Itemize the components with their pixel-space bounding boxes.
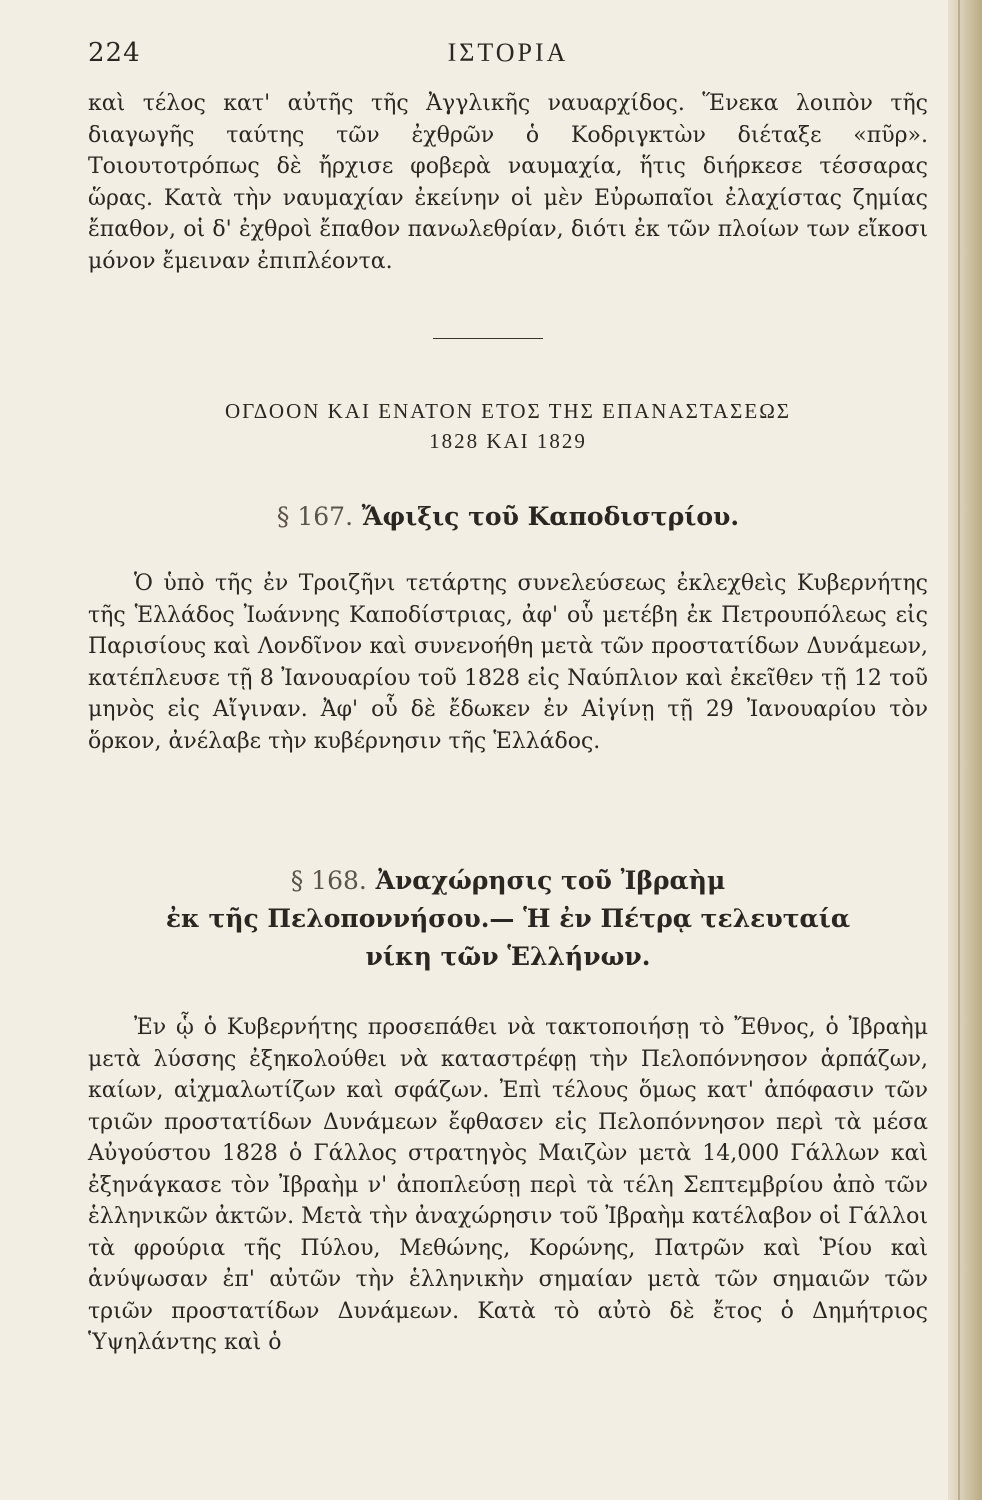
binding-shadow bbox=[958, 0, 960, 1500]
section-167-body: Ὁ ὑπὸ τῆς ἐν Τροιζῆνι τετάρτης συνελεύσεως ἐκλεχθεὶς Κυβερνήτης τῆς Ἑλλάδος Ἰωάννης Καποδίστριας, ἀφ' οὗ μετέβη ἐκ Πετρουπόλεως εἰς Παρισίους καὶ Λονδῖνον καὶ συνενοήθη μετὰ τῶν προστατίδων Δυνάμεων, κατέπλευσε τῇ 8 Ἰανουαρίου τοῦ 1828 εἰς Ναύπλιον καὶ ἐκεῖθεν τῇ 12 τοῦ μηνὸς εἰς Αἴγιναν. Ἀφ' οὗ δὲ ἔδωκεν ἐν Αἰγίνῃ τῇ 29 Ἰανουαρίου τὸν ὅρκον, ἀνέλαβε τὴν κυβέρνησιν τῆς Ἑλλάδος. bbox=[88, 571, 928, 754]
page-number: 224 bbox=[88, 38, 141, 68]
section-167-title: Ἄφιξις τοῦ Καποδιστρίου. bbox=[361, 502, 740, 531]
era-heading bbox=[88, 396, 928, 456]
era-heading-line1: ΟΓΔΟΟΝ ΚΑΙ ΕΝΑΤΟΝ ΕΤΟΣ ΤΗΣ ΕΠΑΝΑΣΤΑΣΕΩΣ bbox=[224, 399, 792, 423]
section-168-title-line3: νίκη τῶν Ἑλλήνων. bbox=[365, 942, 651, 971]
section-167-body-block bbox=[88, 568, 928, 757]
page-header bbox=[88, 38, 928, 74]
section-167-mark: § 167. bbox=[276, 502, 354, 531]
section-167-heading bbox=[88, 498, 928, 536]
section-168-heading bbox=[88, 862, 928, 976]
section-168-mark: § 168. bbox=[290, 866, 367, 895]
continuation-paragraph-block bbox=[88, 88, 928, 277]
section-168-body-block bbox=[88, 1012, 928, 1359]
continuation-paragraph: καὶ τέλος κατ' αὐτῆς τῆς Ἀγγλικῆς ναυαρχίδος. Ἕνεκα λοιπὸν τῆς διαγωγῆς ταύτης τῶν ἐχθρῶν ὁ Κοδριγκτὼν διέταξε «πῦρ». Τοιουτοτρόπως δὲ ἤρχισε φοβερὰ ναυμαχία, ἥτις διήρκεσε τέσσαρας ὥρας. Κατὰ τὴν ναυμαχίαν ἐκείνην οἱ μὲν Εὐρωπαῖοι ἐλαχίστας ζημίας ἔπαθον, οἱ δ' ἐχθροὶ ἔπαθον πανωλεθρίαν, διότι ἐκ τῶν πλοίων των εἴκοσι μόνον ἔμειναν ἐπιπλέοντα. bbox=[88, 91, 928, 274]
era-heading-line2: 1828 ΚΑΙ 1829 bbox=[429, 429, 587, 453]
section-168-body: Ἐν ᾧ ὁ Κυβερνήτης προσεπάθει νὰ τακτοποιήσῃ τὸ Ἔθνος, ὁ Ἰβραὴμ μετὰ λύσσης ἐξηκολούθει νὰ καταστρέφῃ τὴν Πελοπόννησον ἁρπάζων, καίων, αἰχμαλωτίζων καὶ σφάζων. Ἐπὶ τέλους ὅμως κατ' ἀπόφασιν τῶν τριῶν προστατίδων Δυνάμεων ἔφθασεν εἰς Πελοπόννησον περὶ τὰ μέσα Αὐγούστου 1828 ὁ Γάλλος στρατηγὸς Μαιζὼν μετὰ 14,000 Γάλλων καὶ ἐξηνάγκασε τὸν Ἰβραὴμ ν' ἀποπλεύσῃ περὶ τὰ τέλη Σεπτεμβρίου ἀπὸ τῶν ἑλληνικῶν ἀκτῶν. Μετὰ τὴν ἀναχώρησιν τοῦ Ἰβραὴμ κατέλαβον οἱ Γάλλοι τὰ φρούρια τῆς Πύλου, Μεθώνης, Κορώνης, Πατρῶν καὶ Ῥίου καὶ ἀνύψωσαν ἐπ' αὐτῶν τὴν ἑλληνικὴν σημαίαν μετὰ τῶν σημαιῶν τῶν τριῶν προστατίδων Δυνάμεων. Κατὰ τὸ αὐτὸ δὲ ἔτος ὁ Δημήτριος Ὑψηλάντης καὶ ὁ bbox=[88, 1015, 928, 1355]
running-title: ΙΣΤΟΡΙΑ bbox=[447, 38, 569, 67]
page-binding-edge bbox=[948, 0, 982, 1500]
section-168-title-line2: ἐκ τῆς Πελοποννήσου.— Ἡ ἐν Πέτρᾳ τελευταία bbox=[165, 904, 851, 933]
section-168-title-line1: Ἀναχώρησις τοῦ Ἰβραὴμ bbox=[375, 866, 726, 895]
section-divider bbox=[433, 338, 543, 339]
